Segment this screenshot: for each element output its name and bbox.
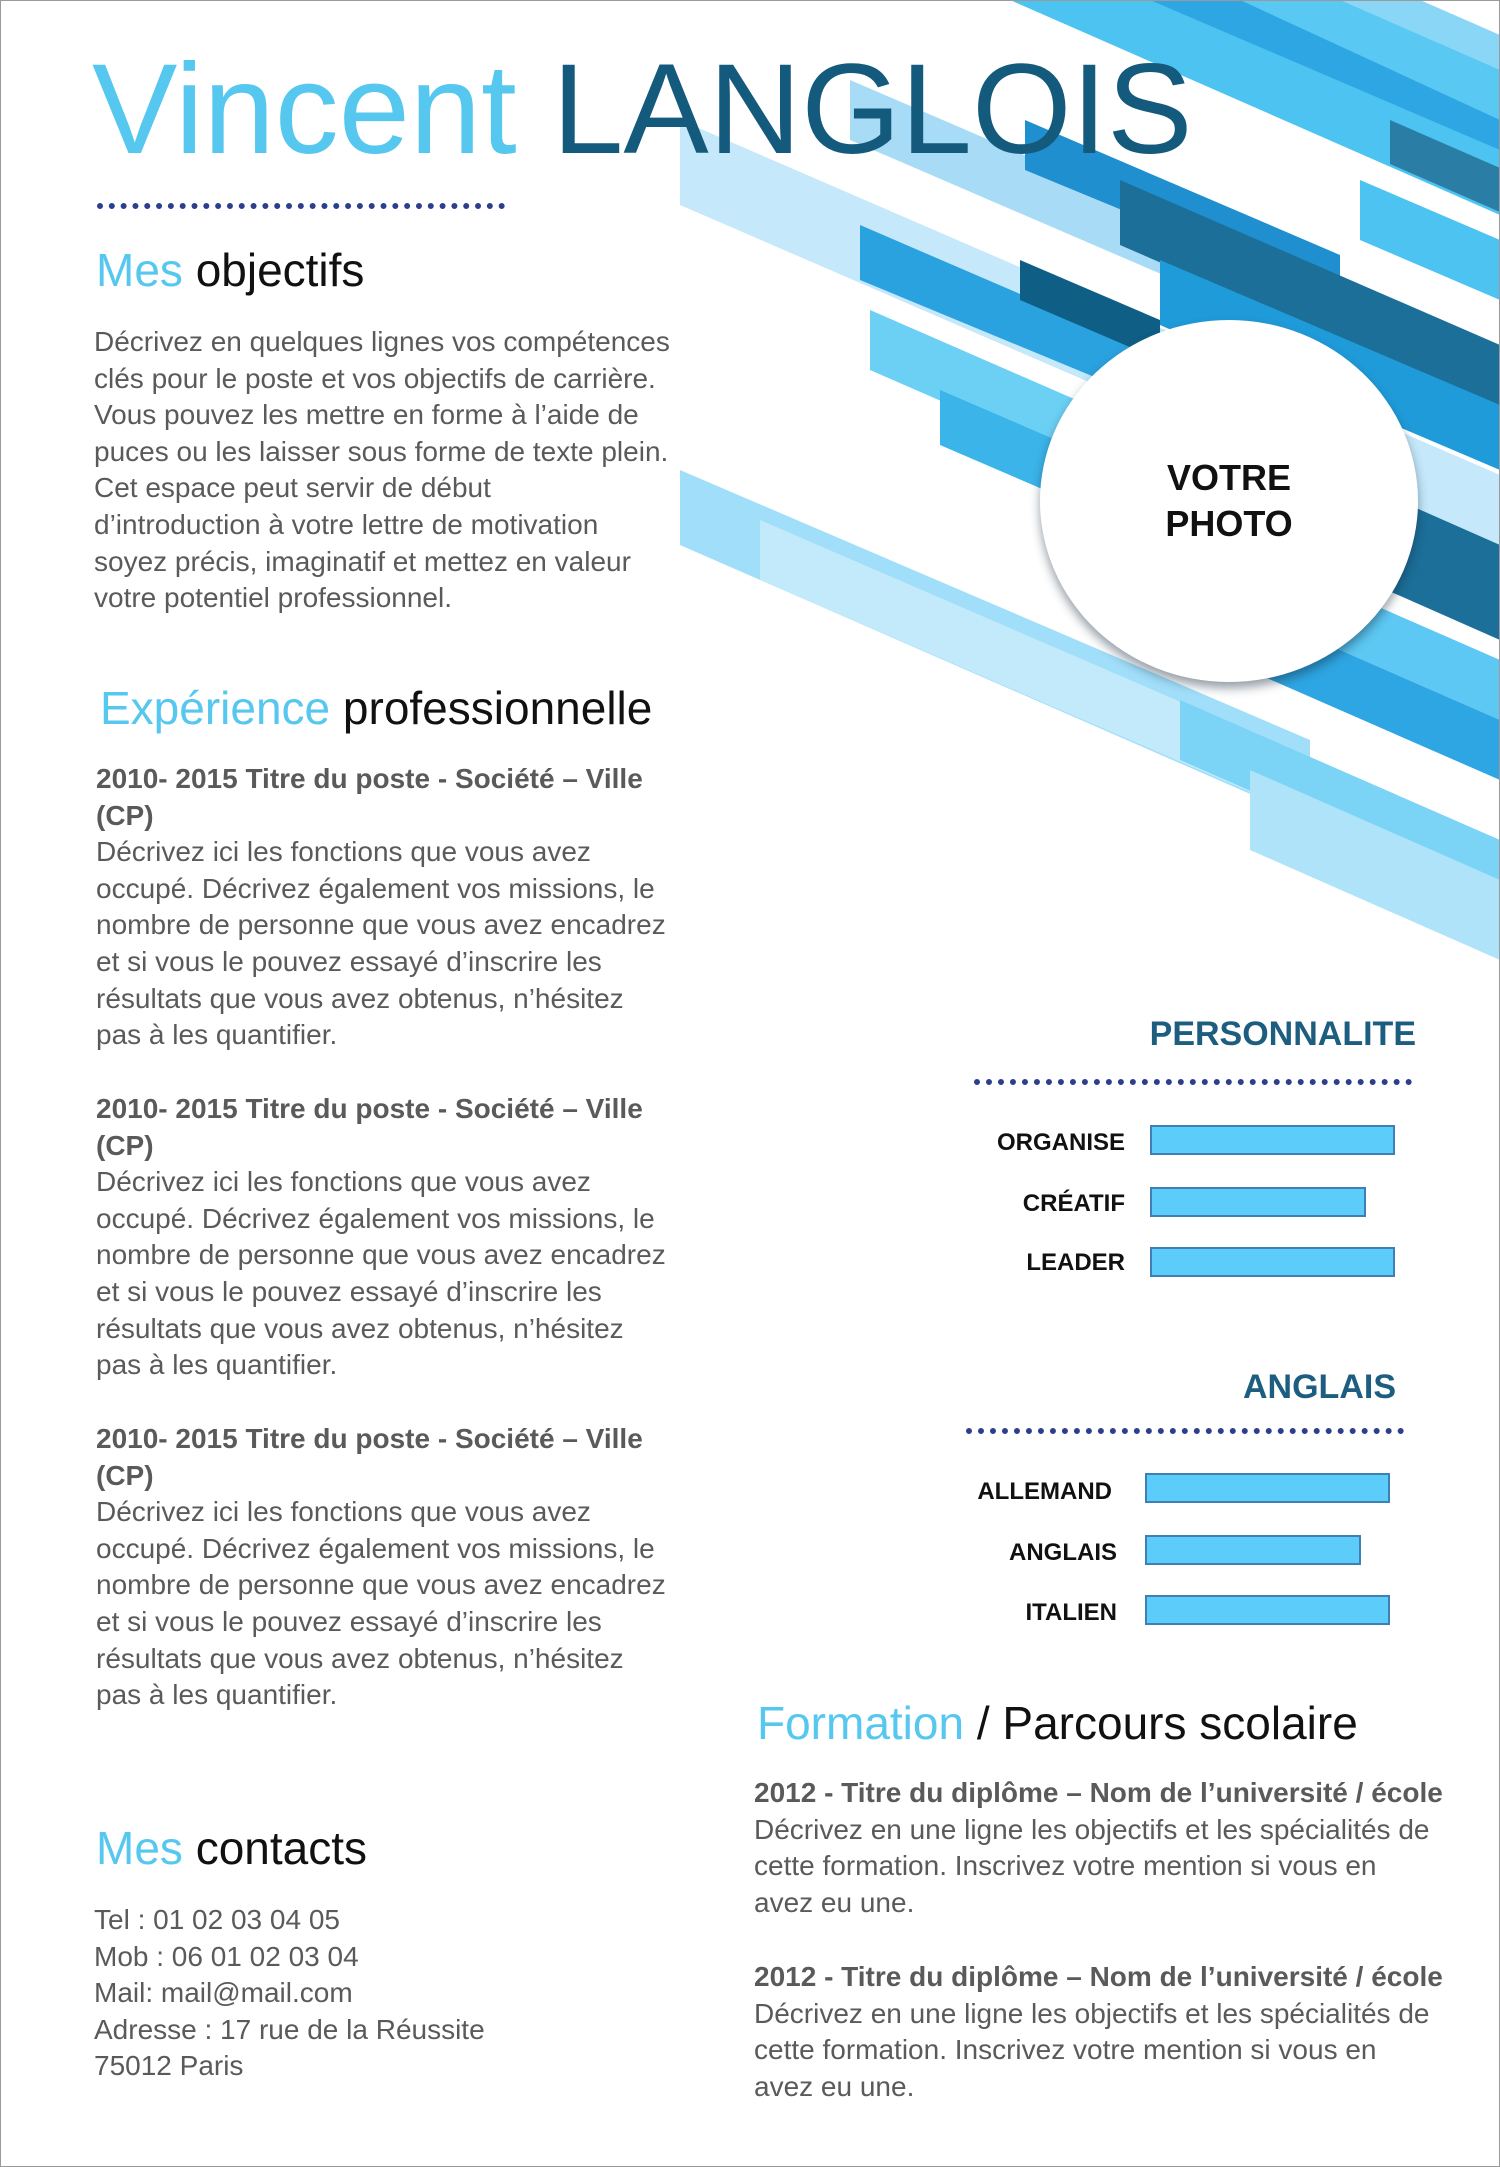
text-line: résultats que vous avez obtenus, n’hésitez (96, 1312, 624, 1344)
text-line: résultats que vous avez obtenus, n’hésitez (96, 982, 624, 1014)
photo-label-line: PHOTO (1165, 503, 1293, 544)
contact-phone: Tel : 01 02 03 04 05 (94, 1904, 340, 1935)
text-line: Cet espace peut servir de début (94, 472, 491, 504)
skill-bar-track (1150, 1125, 1395, 1155)
text-line: cette formation. Inscrivez votre mention si vous en (754, 2034, 1377, 2066)
education-entry (754, 1775, 1454, 1921)
job-heading: (CP) (96, 1129, 154, 1161)
text-line: votre potentiel professionnel. (94, 582, 452, 614)
text-line: Décrivez en une ligne les objectifs et les spécialités de (754, 1997, 1430, 2029)
skill-bar-track (1150, 1187, 1395, 1217)
skill-bar-track (1145, 1535, 1390, 1565)
text-line: puces ou les laisser sous forme de texte plein. (94, 435, 669, 467)
contact-details (94, 1902, 485, 2085)
contact-email[interactable]: Mail: mail@mail.com (94, 1977, 353, 2009)
last-name: LANGLOIS (552, 38, 1193, 181)
skill-label: ORGANISE (996, 1129, 1125, 1156)
first-name: Vincent (92, 38, 517, 181)
text-line: nombre de personne que vous avez encadrez (96, 1239, 666, 1271)
photo-label (1165, 455, 1292, 547)
experience-title (100, 682, 652, 735)
objectives-title (96, 244, 364, 297)
education-entry (754, 1959, 1454, 2105)
section-title-rest: / Parcours scolaire (964, 1697, 1358, 1749)
job-entry (96, 761, 696, 1054)
text-line: clés pour le poste et vos objectifs de carrière. (94, 362, 656, 394)
skill-bar (1145, 1595, 1390, 1625)
section-title-accent: Mes (96, 1822, 183, 1874)
contact-address: Adresse : 17 rue de la Réussite (94, 2013, 485, 2045)
skill-bar-track (1145, 1473, 1390, 1503)
contact-mobile: Mob : 06 01 02 03 04 (94, 1940, 359, 1972)
section-title-accent: Mes (96, 244, 183, 296)
text-line: avez eu une. (754, 2070, 915, 2102)
text-line: pas à les quantifier. (96, 1349, 338, 1381)
job-entry (96, 1091, 696, 1384)
skill-bar (1150, 1125, 1395, 1155)
job-heading: (CP) (96, 1459, 154, 1491)
text-line: Décrivez ici les fonctions que vous avez (96, 1166, 591, 1198)
job-heading: 2010- 2015 Titre du poste - Société – Ville (96, 1093, 643, 1124)
languages-divider (966, 1428, 1404, 1434)
text-line: occupé. Décrivez également vos missions, le (96, 1532, 655, 1564)
text-line: nombre de personne que vous avez encadrez (96, 909, 666, 941)
skill-label: CRÉATIF (1022, 1190, 1125, 1217)
contact-city: 75012 Paris (94, 2050, 244, 2082)
text-line: Décrivez en une ligne les objectifs et les spécialités de (754, 1813, 1430, 1845)
skill-label: ALLEMAND (977, 1478, 1112, 1505)
skill-bar (1150, 1187, 1366, 1217)
text-line: d’introduction à votre lettre de motivation (94, 508, 599, 540)
text-line: et si vous le pouvez essayé d’inscrire les (96, 1605, 602, 1637)
text-line: Décrivez en quelques lignes vos compétences (94, 326, 670, 357)
text-line: pas à les quantifier. (96, 1679, 338, 1711)
section-title-accent: Formation (757, 1697, 965, 1749)
text-line: occupé. Décrivez également vos missions, le (96, 1202, 655, 1234)
skill-bar-track (1145, 1595, 1390, 1625)
objectives-text (94, 324, 694, 617)
photo-label-line: VOTRE (1166, 457, 1291, 498)
text-line: résultats que vous avez obtenus, n’hésitez (96, 1642, 624, 1674)
text-line: nombre de personne que vous avez encadrez (96, 1569, 666, 1601)
section-title-accent: Expérience (100, 682, 331, 734)
skill-label: ITALIEN (1025, 1599, 1117, 1626)
text-line: avez eu une. (754, 1886, 915, 1918)
text-line: soyez précis, imaginatif et mettez en valeur (94, 545, 631, 577)
skill-bar (1145, 1535, 1361, 1565)
text-line: cette formation. Inscrivez votre mention si vous en (754, 1850, 1377, 1882)
job-heading: 2010- 2015 Titre du poste - Société – Ville (96, 763, 643, 794)
skill-row (950, 1536, 1117, 1570)
job-entry (96, 1421, 696, 1714)
section-title-rest: objectifs (195, 244, 365, 296)
photo-placeholder[interactable] (1040, 320, 1418, 682)
personality-divider (974, 1079, 1412, 1085)
skill-row (950, 1596, 1117, 1630)
skill-row (960, 1187, 1125, 1221)
candidate-name (92, 40, 1192, 181)
education-heading: 2012 - Titre du diplôme – Nom de l’université / école (754, 1777, 1443, 1808)
skill-row (960, 1246, 1125, 1280)
text-line: Décrivez ici les fonctions que vous avez (96, 1496, 591, 1528)
text-line: occupé. Décrivez également vos missions, le (96, 872, 655, 904)
text-line: pas à les quantifier. (96, 1019, 338, 1051)
personality-title: PERSONNALITE (1149, 1015, 1416, 1053)
name-divider (97, 203, 505, 209)
skill-bar (1150, 1247, 1395, 1277)
section-title-rest: contacts (195, 1822, 367, 1874)
text-line: Décrivez ici les fonctions que vous avez (96, 836, 591, 868)
text-line: Vous pouvez les mettre en forme à l’aide de (94, 399, 639, 431)
skill-row (950, 1475, 1112, 1509)
section-title-rest: professionnelle (342, 682, 653, 734)
education-title (757, 1697, 1358, 1750)
education-heading: 2012 - Titre du diplôme – Nom de l’université / école (754, 1961, 1443, 1992)
skill-bar (1145, 1473, 1390, 1503)
skill-row (960, 1126, 1125, 1160)
job-heading: (CP) (96, 799, 154, 831)
languages-title: ANGLAIS (1243, 1368, 1396, 1406)
skill-bar-track (1150, 1247, 1395, 1277)
text-line: et si vous le pouvez essayé d’inscrire les (96, 1275, 602, 1307)
text-line: et si vous le pouvez essayé d’inscrire les (96, 945, 602, 977)
contacts-title (96, 1822, 367, 1875)
skill-label: LEADER (1026, 1249, 1125, 1276)
skill-label: ANGLAIS (1009, 1539, 1117, 1566)
job-heading: 2010- 2015 Titre du poste - Société – Ville (96, 1423, 643, 1454)
